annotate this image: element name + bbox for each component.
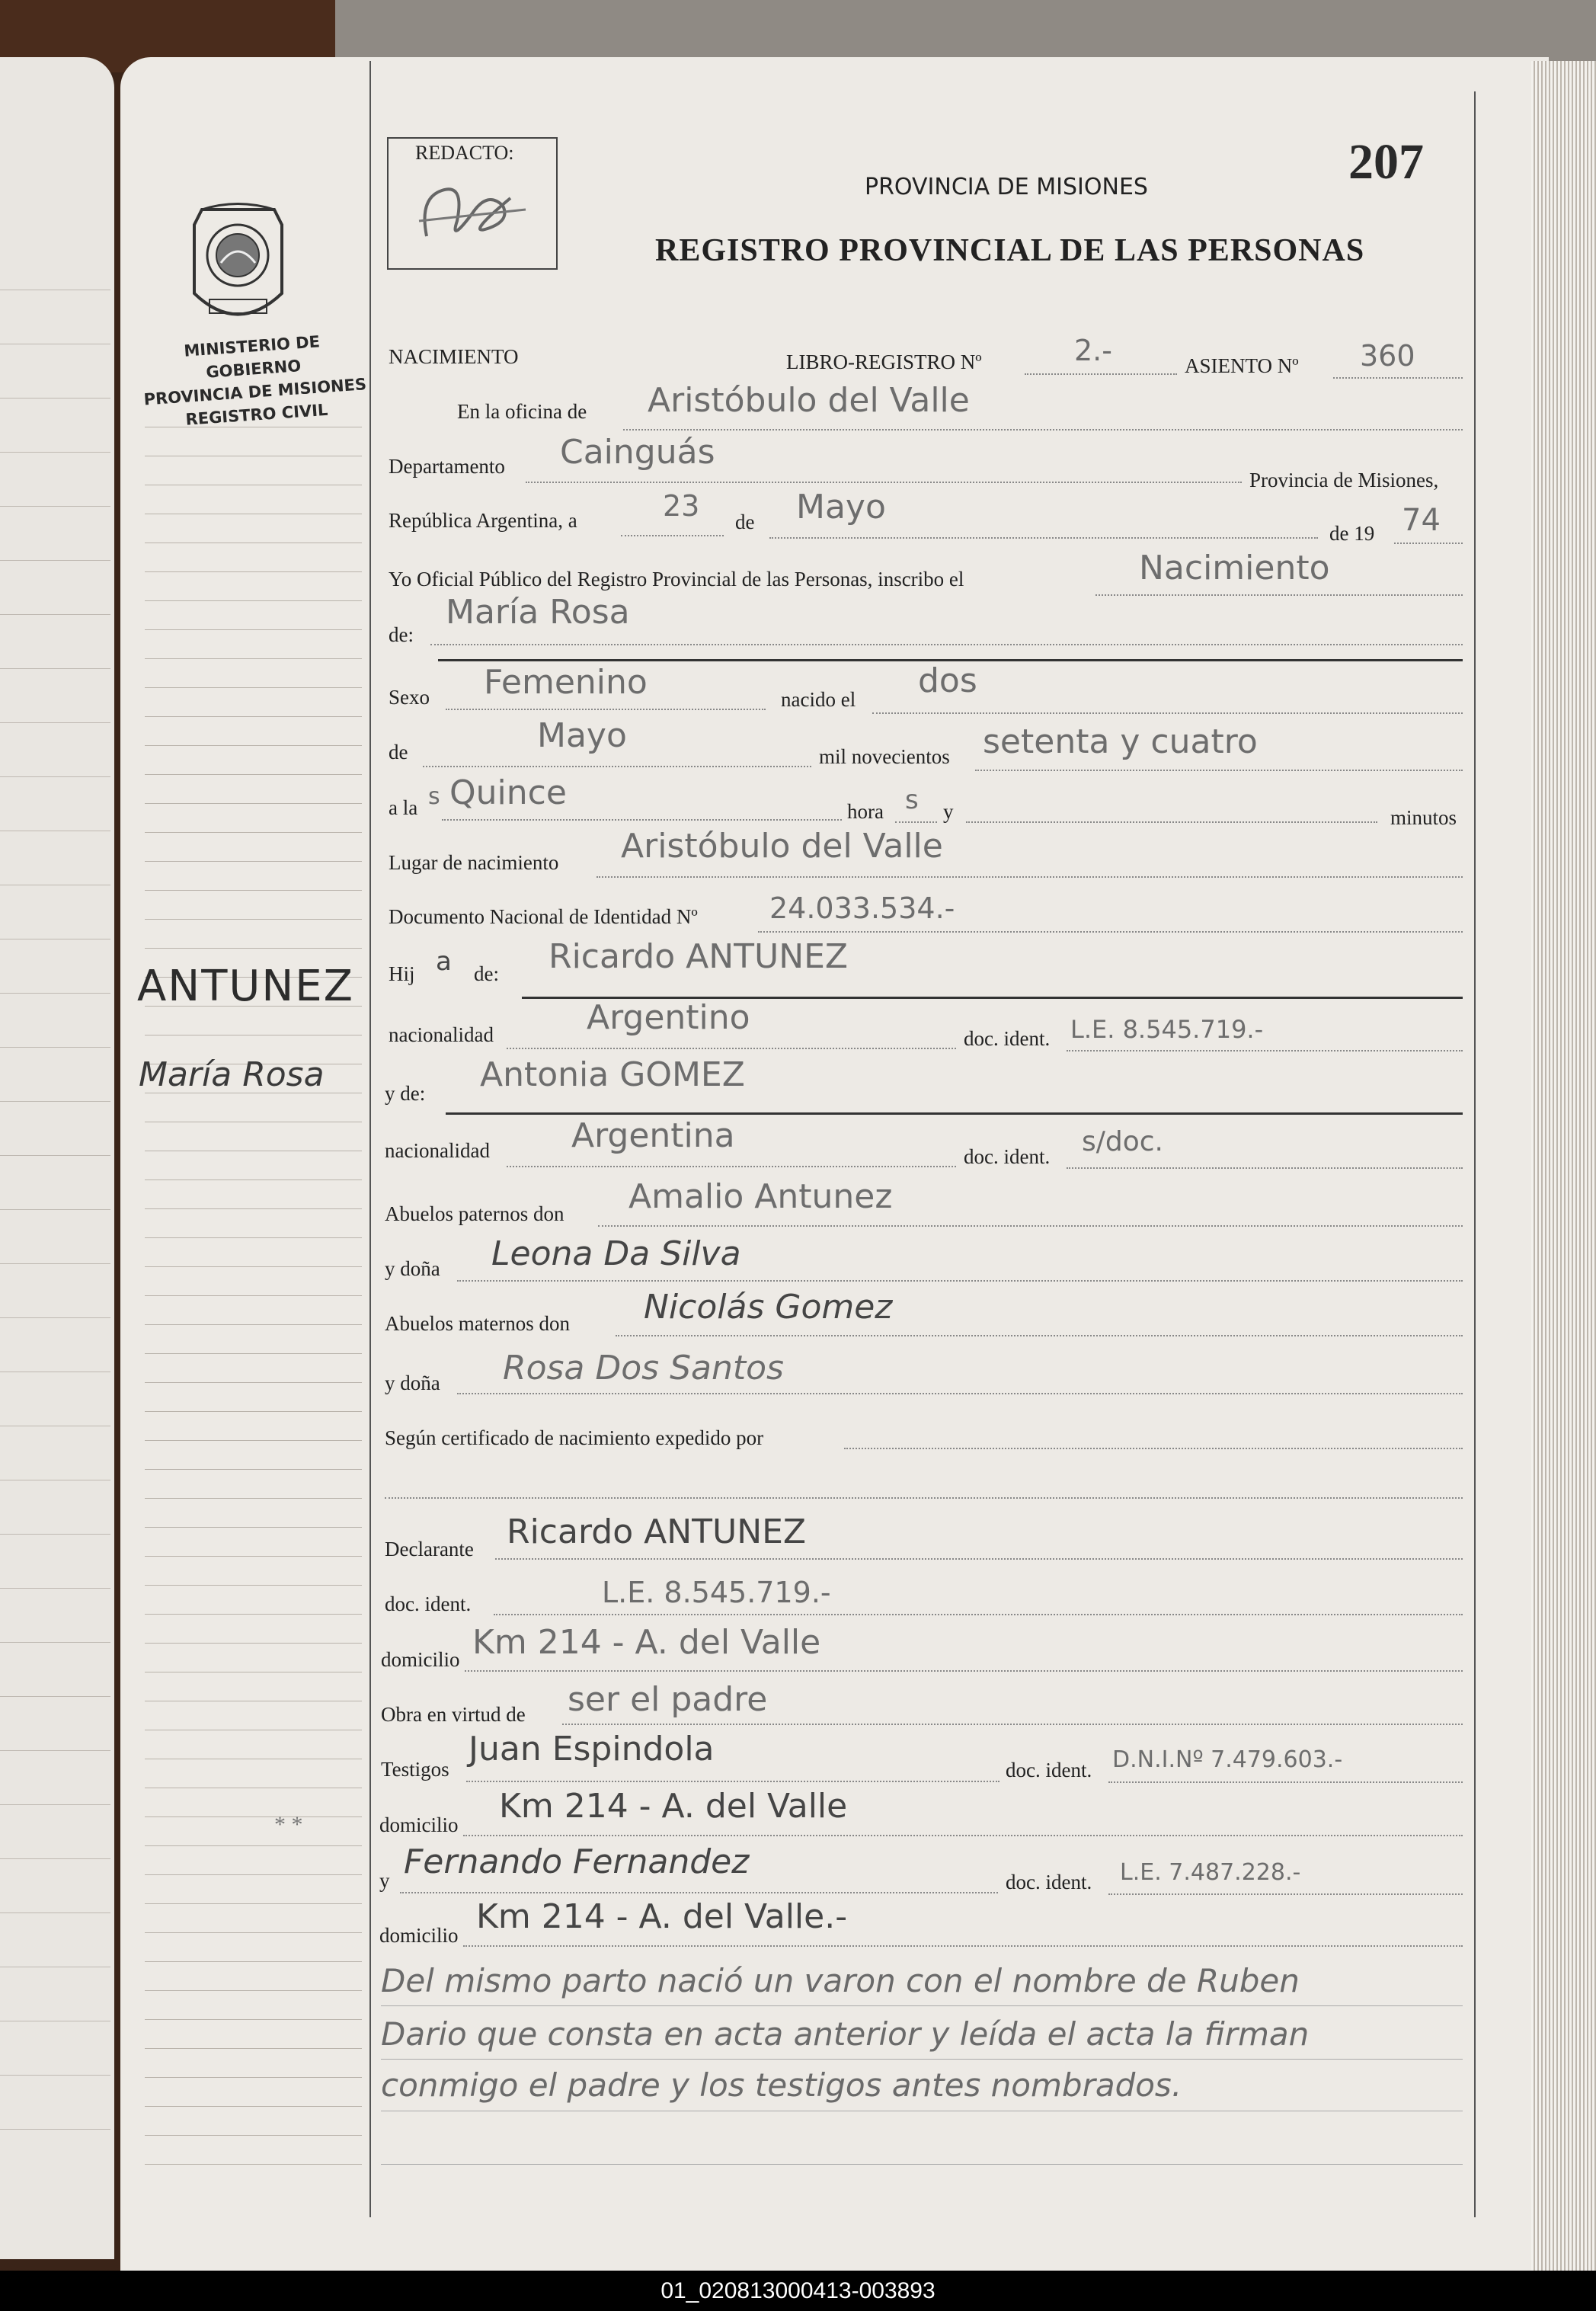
margin-line <box>369 61 371 2217</box>
dotted-line <box>769 537 1318 539</box>
ministry-line-2: PROVINCIA DE MISIONES <box>142 375 367 409</box>
left-page-rule <box>0 2075 110 2076</box>
left-page-rule <box>0 452 110 453</box>
label-mil-novecientos: mil novecientos <box>819 745 950 768</box>
label-y-minutos: y <box>943 800 954 823</box>
value-padre-doc: L.E. 8.545.719.- <box>1070 1015 1264 1044</box>
page-edges <box>1531 61 1596 2271</box>
margin-rule <box>145 1266 362 1267</box>
label-doc-ident-testigo2: doc. ident. <box>1006 1871 1092 1893</box>
value-libro-registro: 2.- <box>1074 334 1112 367</box>
label-nacionalidad-padre: nacionalidad <box>389 1023 494 1046</box>
value-nacido-anio: setenta y cuatro <box>983 722 1258 761</box>
dotted-line <box>1108 1781 1463 1783</box>
margin-rule <box>145 890 362 891</box>
margin-rule <box>145 2106 362 2107</box>
label-y-testigo2: y <box>379 1869 390 1892</box>
label-hij: Hij <box>389 962 415 985</box>
dotted-line <box>623 429 1463 431</box>
margin-rule <box>145 1816 362 1817</box>
value-testigo1: Juan Espindola <box>469 1730 715 1768</box>
label-doc-ident-padre: doc. ident. <box>964 1027 1051 1050</box>
left-page-rule <box>0 1804 110 1805</box>
left-page-rule <box>0 506 110 507</box>
value-testigo2-doc: L.E. 7.487.228.- <box>1120 1859 1301 1886</box>
value-abuelo-materno: Nicolás Gomez <box>644 1288 893 1327</box>
label-de-padre: de: <box>474 962 499 985</box>
left-page-rule <box>0 1101 110 1102</box>
label-nacimiento: NACIMIENTO <box>389 345 519 368</box>
label-oficina: En la oficina de <box>457 400 587 423</box>
dotted-line <box>621 535 724 536</box>
value-testigo2: Fernando Fernandez <box>404 1842 750 1881</box>
left-page-rule <box>0 776 110 777</box>
value-oficina: Aristóbulo del Valle <box>648 381 970 420</box>
dotted-line <box>975 770 1463 771</box>
left-page-rule <box>0 614 110 615</box>
margin-rule <box>145 600 362 601</box>
value-declarante-doc: L.E. 8.545.719.- <box>602 1576 831 1609</box>
dotted-line <box>598 1225 1463 1227</box>
margin-rule <box>145 1353 362 1354</box>
dotted-line <box>507 1048 956 1049</box>
margin-rule <box>145 1440 362 1441</box>
label-de-19: de 19 <box>1329 522 1375 545</box>
page-number: 207 <box>1348 134 1424 190</box>
label-obra-en-virtud: Obra en virtud de <box>381 1703 526 1726</box>
left-page-rule <box>0 1588 110 1589</box>
margin-rule <box>145 745 362 746</box>
margin-rule <box>145 1556 362 1557</box>
value-lugar: Aristóbulo del Valle <box>621 827 943 866</box>
value-asiento: 360 <box>1360 339 1415 373</box>
label-a-la: a la <box>389 796 418 819</box>
note-rule <box>381 2059 1463 2060</box>
margin-rule <box>145 1961 362 1962</box>
dotted-line <box>463 1835 1463 1836</box>
value-abuela-paterna: Leona Da Silva <box>491 1234 741 1273</box>
label-dni: Documento Nacional de Identidad Nº <box>389 905 698 928</box>
registry-title: REGISTRO PROVINCIAL DE LAS PERSONAS <box>655 233 1365 268</box>
value-testigo2-domicilio: Km 214 - A. del Valle.- <box>476 1897 848 1936</box>
backdrop-panel <box>335 0 1596 61</box>
underline-solid <box>446 1112 1463 1115</box>
dotted-line <box>430 644 1463 645</box>
value-abuela-materna: Rosa Dos Santos <box>503 1349 784 1388</box>
value-testigo1-doc: D.N.I.Nº 7.479.603.- <box>1112 1746 1343 1773</box>
label-minutos: minutos <box>1390 806 1457 829</box>
dotted-line <box>1025 373 1177 375</box>
value-acto: Nacimiento <box>1139 549 1330 587</box>
margin-rule <box>145 2019 362 2020</box>
value-hora-num: s <box>905 785 919 815</box>
right-border-line <box>1474 91 1476 2217</box>
left-page-rule <box>0 1209 110 1210</box>
left-page-rule <box>0 1155 110 1156</box>
dotted-line <box>895 821 937 823</box>
dotted-line <box>1394 543 1463 544</box>
provincial-seal-icon <box>187 202 289 331</box>
left-page-rule <box>0 993 110 994</box>
margin-rule <box>145 1527 362 1528</box>
label-de-mes: de <box>735 511 755 533</box>
margin-rule <box>145 1643 362 1644</box>
label-domicilio-testigo2: domicilio <box>379 1924 459 1947</box>
dotted-line <box>562 1724 1463 1725</box>
value-madre: Antonia GOMEZ <box>480 1055 745 1094</box>
value-hora-sufijo: s <box>428 783 440 810</box>
dotted-line <box>495 1558 1463 1560</box>
left-page-rule <box>0 1696 110 1697</box>
left-page <box>0 57 114 2259</box>
margin-mark: * * <box>274 1812 303 1837</box>
label-y-dona-paterna: y doña <box>385 1257 440 1280</box>
value-nacido-el: dos <box>918 661 977 700</box>
dotted-line <box>466 1781 999 1782</box>
ministry-line-1: MINISTERIO DE GOBIERNO <box>183 332 321 382</box>
value-madre-doc: s/doc. <box>1082 1126 1163 1157</box>
margin-rule <box>145 1208 362 1209</box>
margin-rule <box>145 1990 362 1991</box>
dotted-line <box>457 1280 1463 1282</box>
margin-rule <box>145 2135 362 2136</box>
note-line-2: Dario que consta en acta anterior y leída el acta la firman <box>381 2015 1310 2053</box>
left-page-rule <box>0 668 110 669</box>
value-hijo-sufijo: a <box>436 946 452 977</box>
label-nacionalidad-madre: nacionalidad <box>385 1139 490 1162</box>
label-y-dona-materna: y doña <box>385 1372 440 1394</box>
label-lugar-nacimiento: Lugar de nacimiento <box>389 851 559 874</box>
label-hora: hora <box>847 800 884 823</box>
left-page-rule <box>0 1047 110 1048</box>
value-padre-nacionalidad: Argentino <box>587 998 750 1037</box>
margin-rule <box>145 687 362 688</box>
value-abuelo-paterno: Amalio Antunez <box>628 1177 893 1216</box>
value-obra-en-virtud: ser el padre <box>568 1680 768 1719</box>
value-mes: Mayo <box>796 488 886 527</box>
label-doc-ident-declarante: doc. ident. <box>385 1592 472 1615</box>
margin-rule <box>145 1237 362 1238</box>
left-page-rule <box>0 1534 110 1535</box>
dotted-line <box>597 876 1463 878</box>
dotted-line <box>844 1448 1463 1449</box>
value-sexo: Femenino <box>484 663 648 702</box>
margin-rule <box>145 629 362 630</box>
label-abuelos-paternos: Abuelos paternos don <box>385 1202 565 1225</box>
label-de-nacido-mes: de <box>389 741 408 763</box>
dotted-line <box>423 766 811 767</box>
note-line-3: conmigo el padre y los testigos antes nombrados. <box>381 2066 1182 2104</box>
value-dia: 23 <box>663 489 700 523</box>
province-heading: PROVINCIA DE MISIONES <box>865 174 1148 200</box>
label-provincia-misiones: Provincia de Misiones, <box>1249 469 1439 491</box>
value-nacido-mes: Mayo <box>537 716 627 755</box>
value-anio: 74 <box>1402 503 1441 538</box>
dotted-line <box>1095 594 1463 596</box>
dotted-line <box>1067 1050 1463 1051</box>
margin-rule <box>145 1845 362 1846</box>
label-nacido-el: nacido el <box>781 688 856 711</box>
left-page-rule <box>0 1263 110 1264</box>
label-republica: República Argentina, a <box>389 509 577 532</box>
left-page-rule <box>0 398 110 399</box>
dotted-line <box>494 1614 1463 1615</box>
label-segun-certificado: Según certificado de nacimiento expedido por <box>385 1426 764 1449</box>
left-page-rule <box>0 1317 110 1318</box>
dotted-line <box>442 819 842 821</box>
value-departamento: Cainguás <box>560 433 715 472</box>
note-rule <box>381 2164 1463 2165</box>
value-declarante: Ricardo ANTUNEZ <box>507 1512 807 1551</box>
margin-rule <box>145 1469 362 1470</box>
ministry-line-3: REGISTRO CIVIL <box>184 400 329 429</box>
value-hora-texto: Quince <box>449 773 567 812</box>
margin-given-names: María Rosa <box>139 1055 325 1094</box>
value-madre-nacionalidad: Argentina <box>571 1116 735 1155</box>
dotted-line <box>446 709 766 710</box>
margin-rule <box>145 1498 362 1499</box>
dotted-line <box>758 931 1463 933</box>
margin-rule <box>145 919 362 920</box>
label-departamento: Departamento <box>389 455 505 478</box>
value-declarante-domicilio: Km 214 - A. del Valle <box>472 1623 821 1662</box>
label-asiento: ASIENTO Nº <box>1185 354 1299 377</box>
margin-rule <box>145 1874 362 1875</box>
label-doc-ident-madre: doc. ident. <box>964 1145 1051 1168</box>
dotted-line <box>966 821 1377 823</box>
dotted-line <box>526 482 1242 483</box>
margin-surname: ANTUNEZ <box>137 962 355 1011</box>
note-rule <box>381 2005 1463 2006</box>
dotted-line <box>400 1892 998 1893</box>
margin-rule <box>145 861 362 862</box>
value-testigo1-domicilio: Km 214 - A. del Valle <box>499 1787 848 1826</box>
filename-footer: 01_020813000413-003893 <box>0 2271 1596 2311</box>
dotted-line <box>385 1497 1463 1499</box>
margin-rule <box>145 1585 362 1586</box>
dotted-line <box>1108 1893 1463 1895</box>
left-page-rule <box>0 1858 110 1859</box>
margin-rule <box>145 2077 362 2078</box>
margin-rule <box>145 2164 362 2165</box>
left-page-rule <box>0 560 110 561</box>
margin-rule <box>145 1295 362 1296</box>
label-domicilio-declarante: domicilio <box>381 1648 460 1671</box>
dotted-line <box>465 1670 1463 1672</box>
margin-rule <box>145 716 362 717</box>
note-line-1: Del mismo parto nació un varon con el nombre de Ruben <box>381 1962 1300 1999</box>
margin-rule <box>145 1411 362 1412</box>
dotted-line <box>872 712 1463 714</box>
dotted-line <box>1333 377 1463 379</box>
margin-rule <box>145 571 362 572</box>
label-yo-oficial: Yo Oficial Público del Registro Provincial de las Personas, inscribo el <box>389 568 964 591</box>
margin-rule <box>145 1932 362 1933</box>
redacto-signature <box>396 168 549 259</box>
margin-rule <box>145 1382 362 1383</box>
margin-rule <box>145 832 362 833</box>
margin-rule <box>145 1903 362 1904</box>
left-page-rule <box>0 1642 110 1643</box>
margin-rule <box>145 658 362 659</box>
left-page-rule <box>0 722 110 723</box>
label-declarante: Declarante <box>385 1538 474 1560</box>
margin-rule <box>145 803 362 804</box>
margin-rule <box>145 948 362 949</box>
dotted-line <box>463 1945 1463 1947</box>
ministry-stamp <box>137 327 372 434</box>
label-domicilio-testigo1: domicilio <box>379 1813 459 1836</box>
margin-rule <box>145 1614 362 1615</box>
label-libro-registro: LIBRO-REGISTRO Nº <box>786 350 982 373</box>
dotted-line <box>507 1166 956 1167</box>
label-de-nombre: de: <box>389 623 414 646</box>
label-sexo: Sexo <box>389 686 430 709</box>
label-y-de-madre: y de: <box>385 1082 426 1105</box>
value-padre: Ricardo ANTUNEZ <box>549 937 849 976</box>
value-nombre: María Rosa <box>446 593 630 632</box>
margin-rule <box>145 774 362 775</box>
dotted-line <box>457 1393 1463 1394</box>
margin-rule <box>145 2048 362 2049</box>
left-page-rule <box>0 1750 110 1751</box>
dotted-line <box>1067 1167 1463 1169</box>
label-doc-ident-testigo1: doc. ident. <box>1006 1759 1092 1781</box>
left-page-rule <box>0 1912 110 1913</box>
left-page-rule <box>0 2129 110 2130</box>
redacto-label: REDACTO: <box>415 142 514 164</box>
label-testigos: Testigos <box>381 1758 449 1781</box>
margin-rule <box>145 1324 362 1325</box>
dotted-line <box>616 1335 1463 1336</box>
value-dni: 24.033.534.- <box>769 891 955 925</box>
label-abuelos-maternos: Abuelos maternos don <box>385 1312 570 1335</box>
